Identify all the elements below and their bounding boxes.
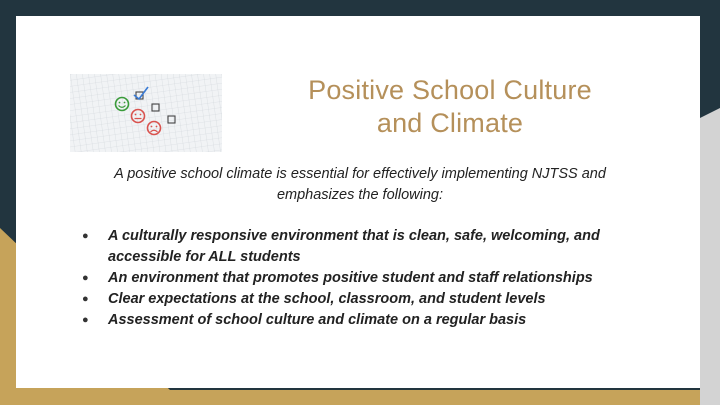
slide-title bbox=[270, 74, 630, 140]
intro-text: A positive school climate is essential for effectively implementing NJTSS and emphasizes the following: bbox=[114, 166, 606, 203]
bullet-item bbox=[82, 226, 642, 268]
bullet-text: A culturally responsive environment that is clean, safe, welcoming, and accessible for ALL students bbox=[108, 228, 600, 265]
gray-wedge bbox=[700, 108, 720, 405]
bullet-text: Clear expectations at the school, classroom, and student levels bbox=[108, 291, 546, 307]
title-line-2: and Climate bbox=[376, 108, 524, 138]
bullet-item bbox=[82, 310, 642, 331]
bullet-item bbox=[82, 289, 642, 310]
bullet-text: An environment that promotes positive student and staff relationships bbox=[108, 270, 593, 286]
bullet-dot-icon: ● bbox=[82, 230, 89, 242]
bullet-text: Assessment of school culture and climate on a regular basis bbox=[108, 312, 527, 328]
survey-photo bbox=[70, 74, 222, 152]
bullet-list bbox=[82, 226, 642, 331]
bullet-dot-icon: ● bbox=[82, 272, 89, 284]
bullet-item bbox=[82, 268, 642, 289]
bullet-dot-icon: ● bbox=[82, 293, 89, 305]
bullet-dot-icon: ● bbox=[82, 314, 89, 326]
title-line-1: Positive School Culture bbox=[308, 75, 592, 105]
